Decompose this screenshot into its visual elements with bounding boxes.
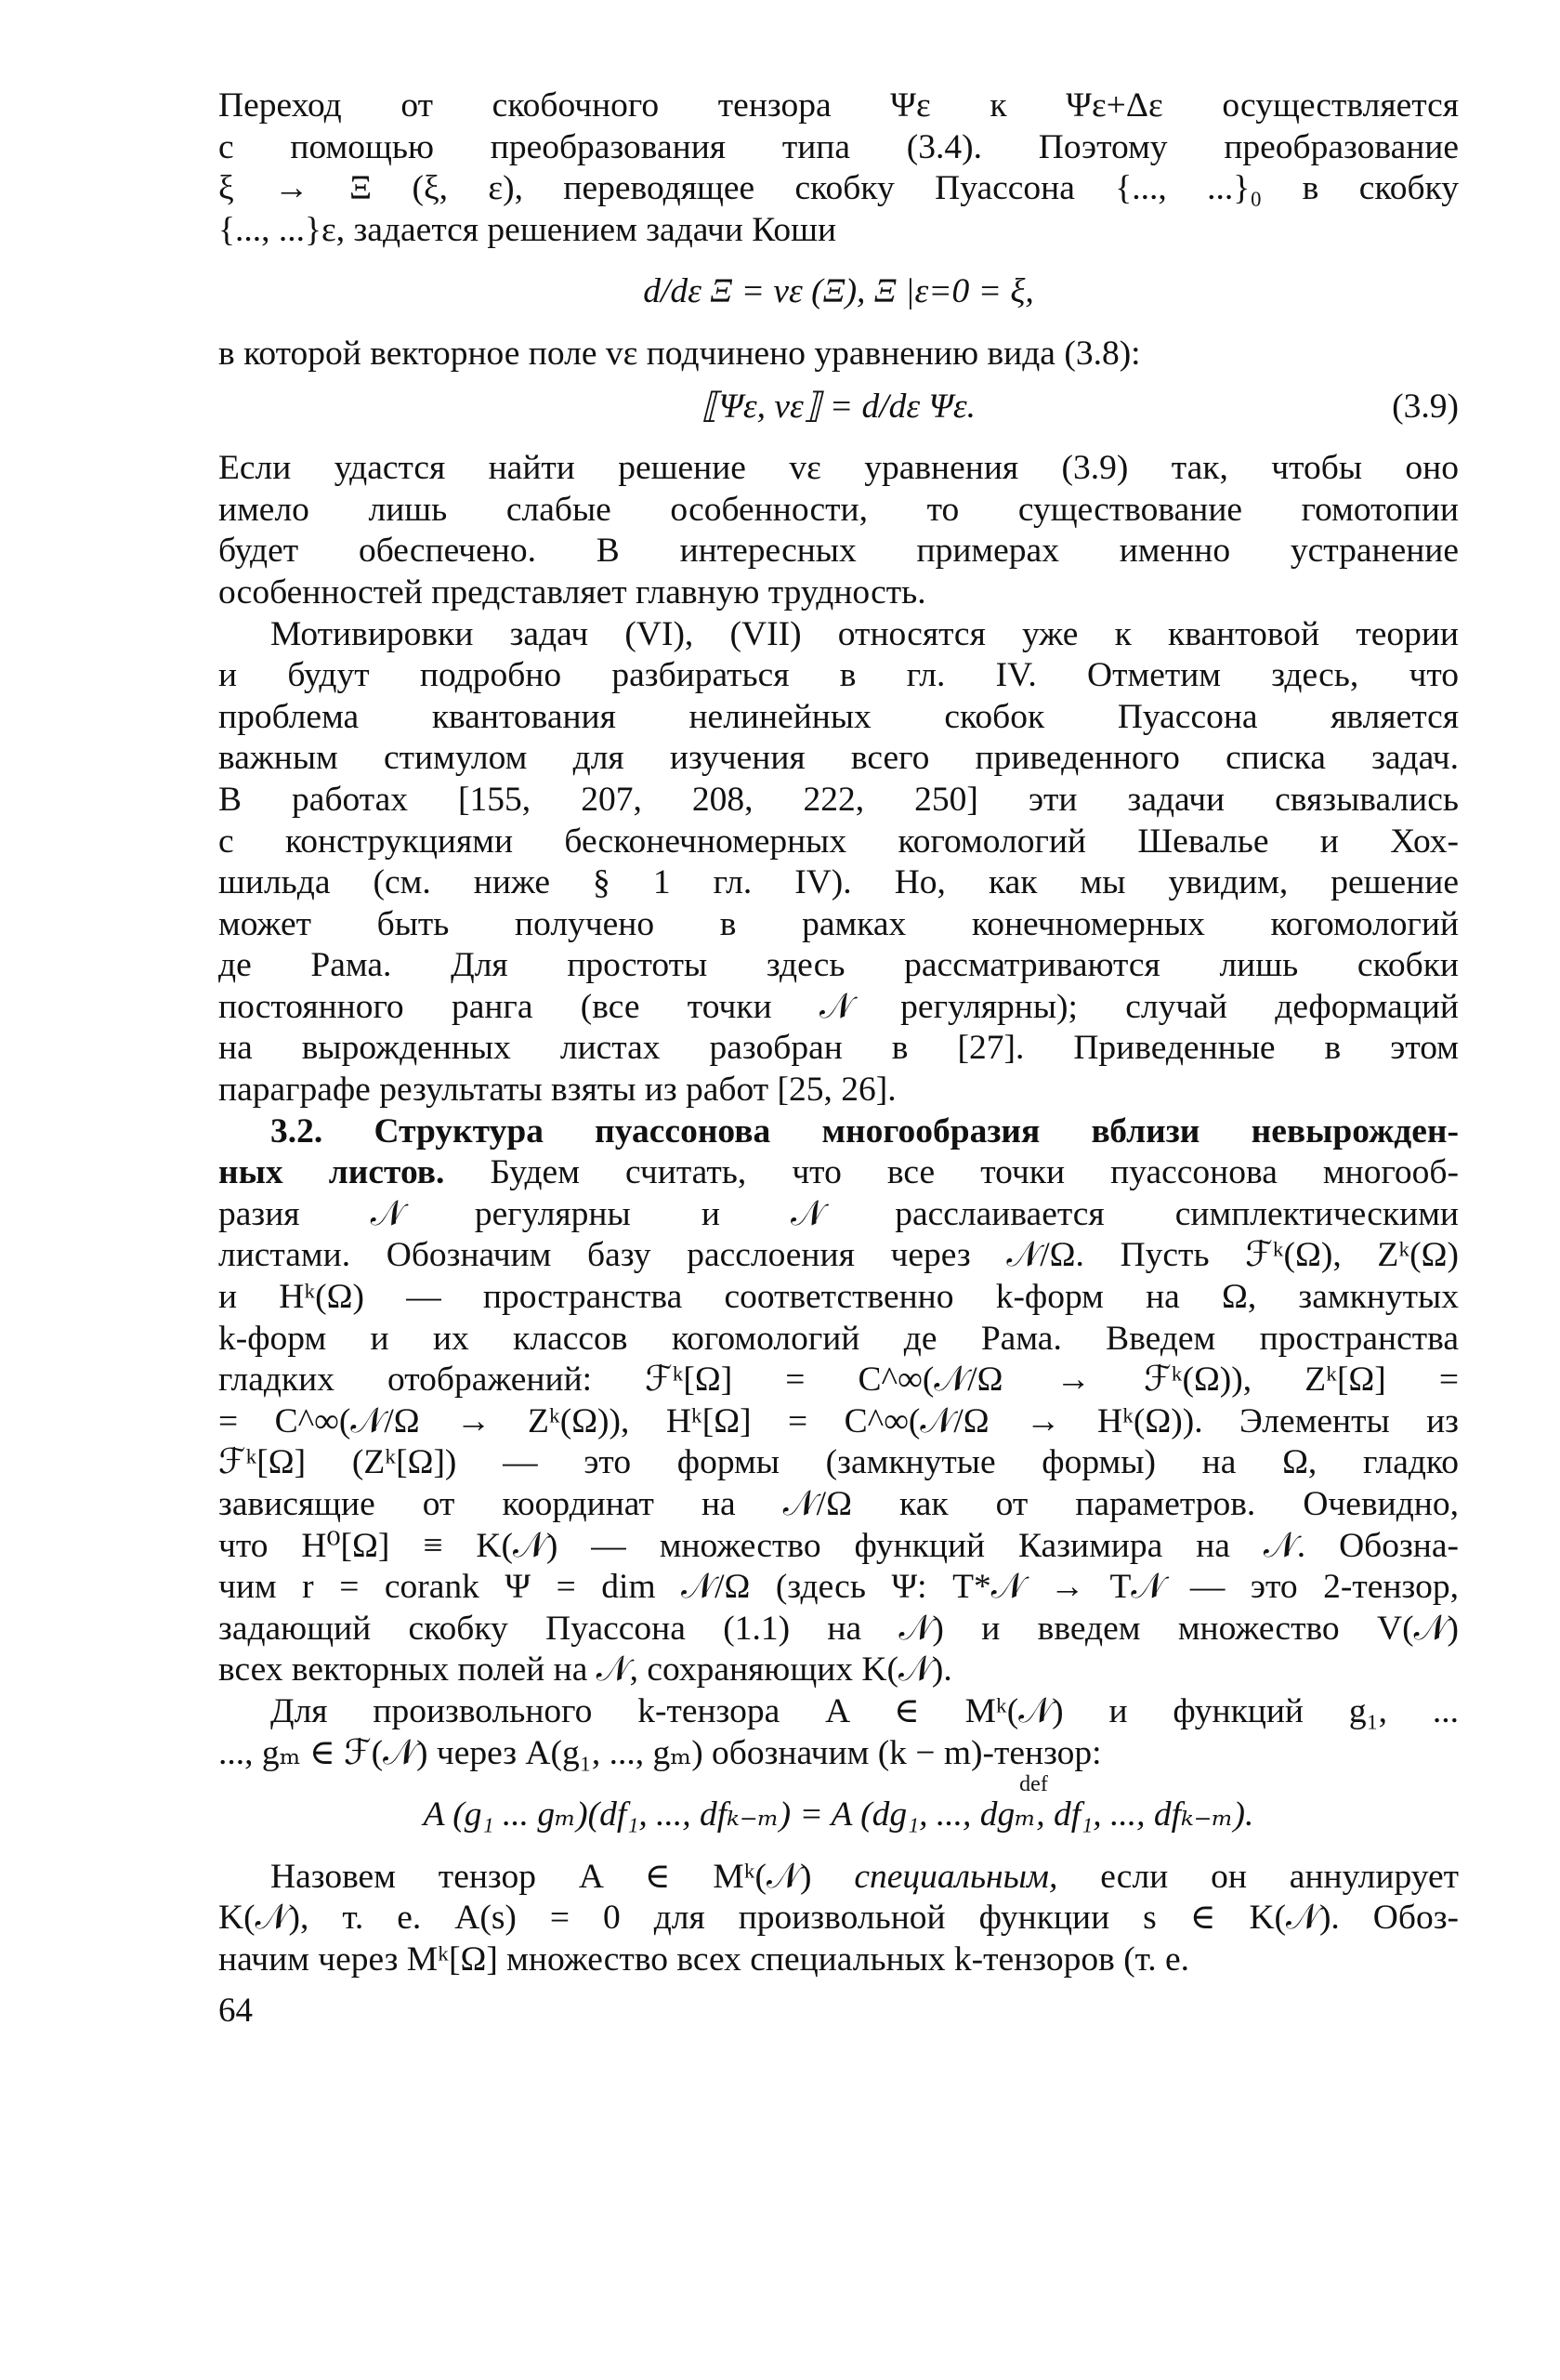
text-line: с конструкциями бесконечномерных когомологий Шевалье и Хох- — [218, 822, 1459, 861]
page-body — [218, 85, 1459, 2032]
text-span: если он аннулирует — [1057, 1857, 1460, 1896]
text-line: имело лишь слабые особенности, то существование гомотопии — [218, 490, 1459, 529]
text-span: Назовем тензор A ∈ Mᵏ(𝒩) — [270, 1857, 855, 1896]
equation-3-9 — [218, 387, 1459, 428]
section-heading-text: 3.2. Структура пуассонова многообразия вблизи невырожден- — [270, 1111, 1459, 1151]
paragraph-4 — [218, 614, 1459, 1111]
text-line: ξ → Ξ (ξ, ε), переводящее скобку Пуассона {..., ...}₀ в скобку — [218, 169, 1459, 208]
text-line: в которой векторное поле vε подчинено уравнению вида (3.8): — [218, 334, 1141, 373]
section-heading — [218, 1111, 1459, 1153]
text-line: что H⁰[Ω] ≡ K(𝒩) — множество функций Казимира на 𝒩. Обозна- — [218, 1526, 1459, 1565]
text-line: чим r = corank Ψ = dim 𝒩/Ω (здесь Ψ: T*𝒩 → T𝒩 — это 2-тензор, — [218, 1568, 1459, 1607]
paragraph-7 — [218, 1857, 1459, 1981]
text-line: особенностей представляет главную трудность. — [218, 572, 926, 611]
paragraph-1 — [218, 85, 1459, 251]
text-line: Если удастся найти решение vε уравнения (3.9) так, чтобы оно — [218, 449, 1459, 488]
text-line: может быть получено в рамках конечномерных когомологий — [218, 904, 1459, 943]
text-line: постоянного ранга (все точки 𝒩 регулярны); случай деформаций — [218, 987, 1459, 1026]
text-line: шильда (см. ниже § 1 гл. IV). Но, как мы увидим, решение — [218, 863, 1459, 902]
equation-tensor-definition: A (g₁ ... gₘ)(df₁, ..., dfₖ₋ₘ) = A (dg₁, ..., dgₘ, df₁, ..., dfₖ₋ₘ). — [423, 1795, 1254, 1834]
text-line: ℱᵏ[Ω] (Zᵏ[Ω]) — это формы (замкнутые формы) на Ω, гладко — [218, 1443, 1459, 1482]
text-line: начим через Mᵏ[Ω] множество всех специальных k-тензоров (т. е. — [218, 1940, 1190, 1979]
equation-cauchy-problem: d/dε Ξ = vε (Ξ), Ξ |ε=0 = ξ, — [643, 272, 1034, 311]
text-line: и будут подробно разбираться в гл. IV. Отметим здесь, что — [218, 656, 1459, 695]
paragraph-section-3-2 — [218, 1111, 1459, 1691]
text-line: гладких отображений: ℱᵏ[Ω] = C^∞(𝒩/Ω → ℱᵏ(Ω)), Zᵏ[Ω] = — [218, 1361, 1459, 1400]
section-heading-cont: ных листов. — [218, 1153, 445, 1192]
text-line: и Hᵏ(Ω) — пространства соответственно k-форм на Ω, замкнутых — [218, 1278, 1459, 1317]
equation-number: (3.9) — [1392, 387, 1459, 426]
text-line — [218, 1152, 1459, 1194]
text-line: {..., ...}ε, задается решением задачи Коши — [218, 210, 837, 249]
text-line: Мотивировки задач (VI), (VII) относятся уже к квантовой теории — [270, 614, 1459, 653]
page-number: 64 — [218, 1991, 253, 2030]
text-line: зависящие от координат на 𝒩/Ω как от параметров. Очевидно, — [218, 1485, 1459, 1523]
text-span: Будем считать, что все точки пуассонова многооб- — [444, 1153, 1459, 1192]
text-line: важным стимулом для изучения всего приведенного списка задач. — [218, 739, 1459, 778]
text-line: Переход от скобочного тензора Ψε к Ψε+Δε осуществляется — [218, 86, 1459, 125]
emphasized-term: специальным, — [854, 1857, 1058, 1896]
equation-3-9-body: ⟦Ψε, vε⟧ = d/dε Ψε. — [701, 387, 977, 426]
paragraph-6 — [218, 1691, 1459, 1774]
def-label: def — [1019, 1772, 1048, 1797]
text-line: Для произвольного k-тензора A ∈ Mᵏ(𝒩) и функций g₁, ... — [270, 1691, 1459, 1730]
text-line: = C^∞(𝒩/Ω → Zᵏ(Ω)), Hᵏ[Ω] = C^∞(𝒩/Ω → Hᵏ(Ω)). Элементы из — [218, 1401, 1459, 1440]
text-line — [218, 1857, 1459, 1899]
text-line: параграфе результаты взяты из работ [25, 26]. — [218, 1071, 897, 1110]
text-line: проблема квантования нелинейных скобок Пуассона является — [218, 697, 1459, 736]
text-line: всех векторных полей на 𝒩, сохраняющих K(𝒩). — [218, 1650, 952, 1690]
text-line: будет обеспечено. В интересных примерах именно устранение — [218, 532, 1459, 571]
text-line: K(𝒩), т. е. A(s) = 0 для произвольной функции s ∈ K(𝒩). Обоз- — [218, 1899, 1459, 1938]
text-line: на вырожденных листах разобран в [27]. Приведенные в этом — [218, 1029, 1459, 1068]
text-line: задающий скобку Пуассона (1.1) на 𝒩) и введем множество V(𝒩) — [218, 1609, 1459, 1648]
text-line: ..., gₘ ∈ ℱ(𝒩) через A(g₁, ..., gₘ) обозначим (k − m)-тензор: — [218, 1733, 1102, 1772]
paragraph-3 — [218, 448, 1459, 613]
text-line: k-форм и их классов когомологий де Рама. Введем пространства — [218, 1319, 1459, 1358]
text-line: В работах [155, 207, 208, 222, 250] эти задачи связывались — [218, 780, 1459, 819]
text-line: с помощью преобразования типа (3.4). Поэтому преобразование — [218, 127, 1459, 166]
text-line: де Рама. Для простоты здесь рассматриваются лишь скобки — [218, 946, 1459, 985]
text-line: листами. Обозначим базу расслоения через 𝒩/Ω. Пусть ℱᵏ(Ω), Zᵏ(Ω) — [218, 1236, 1459, 1275]
text-line: разия 𝒩 регулярны и 𝒩 расслаивается симплектическими — [218, 1194, 1459, 1233]
